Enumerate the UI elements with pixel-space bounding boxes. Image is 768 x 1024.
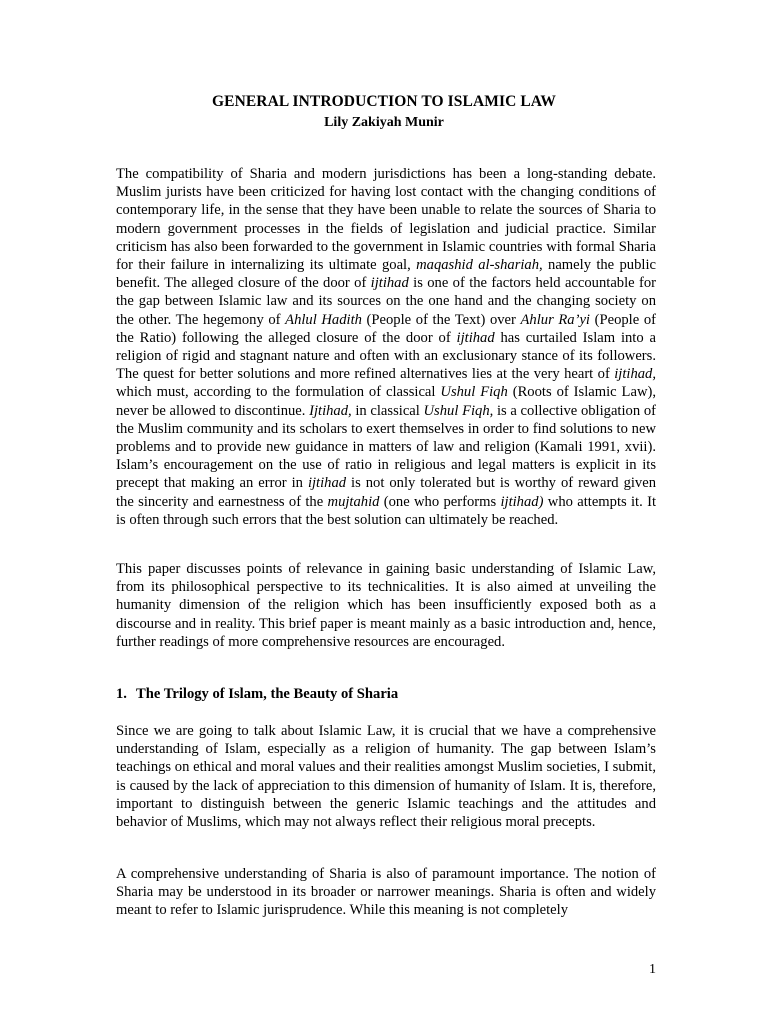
italic-term: ijtihad, xyxy=(614,366,656,383)
text-run: is one of the factors held accountable for the gap between Islamic law and its sources on the one hand and the changing society on the other. The hegemony of xyxy=(116,275,657,328)
italic-term: ijtihad) xyxy=(500,493,544,510)
page-number: 1 xyxy=(649,962,656,977)
italic-term: Ahlur Ra’yi xyxy=(520,311,590,328)
text-run: (Roots of Islamic Law), never be allowed to discontinue. xyxy=(116,384,657,419)
author-name: Lily Zakiyah Munir xyxy=(324,115,444,130)
text-run: has curtailed Islam into a religion of rigid and stagnant nature and often with an exclusionary stance of its followers. The quest for better solutions and more refined alternatives lies at the very heart of xyxy=(116,329,656,383)
text-run: The compatibility of Sharia and modern jurisdictions has been a long-standing debate. Muslim jurists have been criticized for having lost contact with the changing conditions of contemporary life, in the sense that they have been unable to relate the sources of Sharia to modern government processes in the fields of legislation and judicial practice. Similar criticism has also been forwarded to the government in Islamic countries with formal Sharia for their failure in internalizing its ultimate goal, xyxy=(116,166,656,274)
text-run: in classical xyxy=(351,402,424,419)
section-heading xyxy=(116,685,398,703)
text-run: is a collective obligation of the Muslim community and its scholars to exert themselves in order to find solutions to new problems and to provide new guidance in matters of law and religion (Kamali 1991, xvii). Islam’s encouragement on the use of ratio in religious and legal matters is explicit in its precept that making an error in xyxy=(116,402,656,492)
italic-term: Ijtihad, xyxy=(309,402,352,419)
italic-term: mujtahid xyxy=(327,493,380,510)
italic-term: Ushul Fiqh xyxy=(440,384,508,401)
intro-paragraph-1 xyxy=(116,165,656,529)
text-run: (one who performs xyxy=(379,493,501,510)
text-run: which must, according to the formulation of classical xyxy=(116,384,441,401)
text-run: is not only tolerated but is worthy of reward given the sincerity and earnestness of the xyxy=(116,475,656,510)
italic-term: ijtihad xyxy=(456,329,495,346)
text-run: (People of the Ratio) following the alleged closure of the door of xyxy=(116,311,656,346)
section-paragraph-1: Since we are going to talk about Islamic Law, it is crucial that we have a comprehensive understanding of Islam, especially as a religion of humanity. The gap between Islam’s teachings on ethical and moral values and their realities amongst Muslim societies, I submit, is caused by the lack of appreciation to this dimension of humanity of Islam. It is, therefore, important to distinguish between the generic Islamic teachings and the attitudes and behavior of Muslims, which may not always reflect their religious moral precepts. xyxy=(116,723,656,831)
section-title: The Trilogy of Islam, the Beauty of Sharia xyxy=(136,686,399,702)
italic-term: ijtihad xyxy=(370,275,409,292)
section-paragraph-2: A comprehensive understanding of Sharia is also of paramount importance. The notion of Sharia may be understood in its broader or narrower meanings. Sharia is often and widely meant to refer to Islamic jurisprudence. While this meaning is not completely xyxy=(116,866,656,919)
italic-term: Ahlul Hadith xyxy=(285,311,362,328)
section-number: 1. xyxy=(116,686,127,702)
italic-term: Ushul Fiqh, xyxy=(423,402,494,419)
italic-term: maqashid al-shariah, xyxy=(416,257,543,274)
italic-term: ijtihad xyxy=(307,475,347,492)
document-title: GENERAL INTRODUCTION TO ISLAMIC LAW xyxy=(211,93,556,110)
text-run: who attempts it. It is often through such errors that the best solution can ultimately be reached. xyxy=(116,493,656,528)
text-run: (People of the Text) over xyxy=(361,311,521,328)
intro-paragraph-2: This paper discusses points of relevance in gaining basic understanding of Islamic Law, from its philosophical perspective to its technicalities. It is also aimed at unveiling the humanity dimension of the religion which has been insufficiently exposed both as a discourse and in reality. This brief paper is meant mainly as a basic introduction and, hence, further readings of more comprehensive resources are encouraged. xyxy=(116,561,656,650)
text-run: namely the public benefit. The alleged closure of the door of xyxy=(116,257,656,292)
